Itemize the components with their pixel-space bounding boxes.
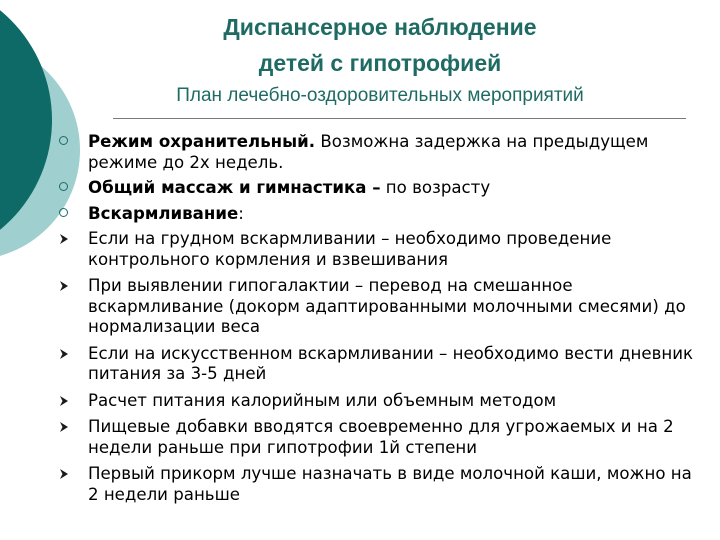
arrow-icon xyxy=(60,396,68,406)
item-text: Первый прикорм лучше назначать в виде молочной каши, можно на 2 недели раньше xyxy=(88,464,692,504)
list-item xyxy=(58,391,706,412)
list-item xyxy=(58,204,706,225)
list-item xyxy=(58,276,706,338)
list-item xyxy=(58,344,706,385)
arrow-icon xyxy=(60,234,68,244)
item-text: по возрасту xyxy=(380,178,491,197)
item-text: Пищевые добавки вводятся своевременно для угрожаемых и на 2 недели раньше при гипотрофии 1й степени xyxy=(88,417,674,457)
item-text: Если на грудном вскармливании – необходимо проведение контрольного кормления и взвешивания xyxy=(88,229,612,269)
slide-subtitle: План лечебно-оздоровительных мероприятий xyxy=(176,85,584,106)
arrow-icon xyxy=(60,281,68,291)
item-text: При выявлении гипогалактии – перевод на смешанное вскармливание (докорм адаптированными молочными смесями) до нормализации веса xyxy=(88,276,686,336)
item-bold-text: Режим охранительный. xyxy=(88,132,316,151)
circle-icon xyxy=(59,136,68,145)
circle-icon xyxy=(59,182,68,191)
slide-title-line1: Диспансерное наблюдение xyxy=(223,14,537,40)
bullet-list xyxy=(58,132,706,511)
arrow-icon xyxy=(60,422,68,432)
item-bold-text: Вскармливание xyxy=(88,203,239,223)
item-text: : xyxy=(238,203,244,223)
item-text: Расчет питания калорийным или объемным методом xyxy=(88,390,557,410)
list-item xyxy=(58,178,706,199)
title-divider xyxy=(113,118,686,119)
item-text: Возможна задержка на предыдущем режиме до 2х недель. xyxy=(88,132,649,172)
item-text: Если на искусственном вскармливании – необходимо вести дневник питания за 3-5 дней xyxy=(88,343,694,383)
arrow-icon xyxy=(60,349,68,359)
list-item xyxy=(58,417,706,458)
item-bold-text: Общий массаж и гимнастика – xyxy=(88,178,381,197)
arrow-icon xyxy=(60,469,68,479)
circle-icon xyxy=(59,208,68,217)
list-item xyxy=(58,229,706,270)
list-item xyxy=(58,132,706,173)
list-item xyxy=(58,464,706,505)
slide-title-line2: детей с гипотрофией xyxy=(258,50,502,76)
